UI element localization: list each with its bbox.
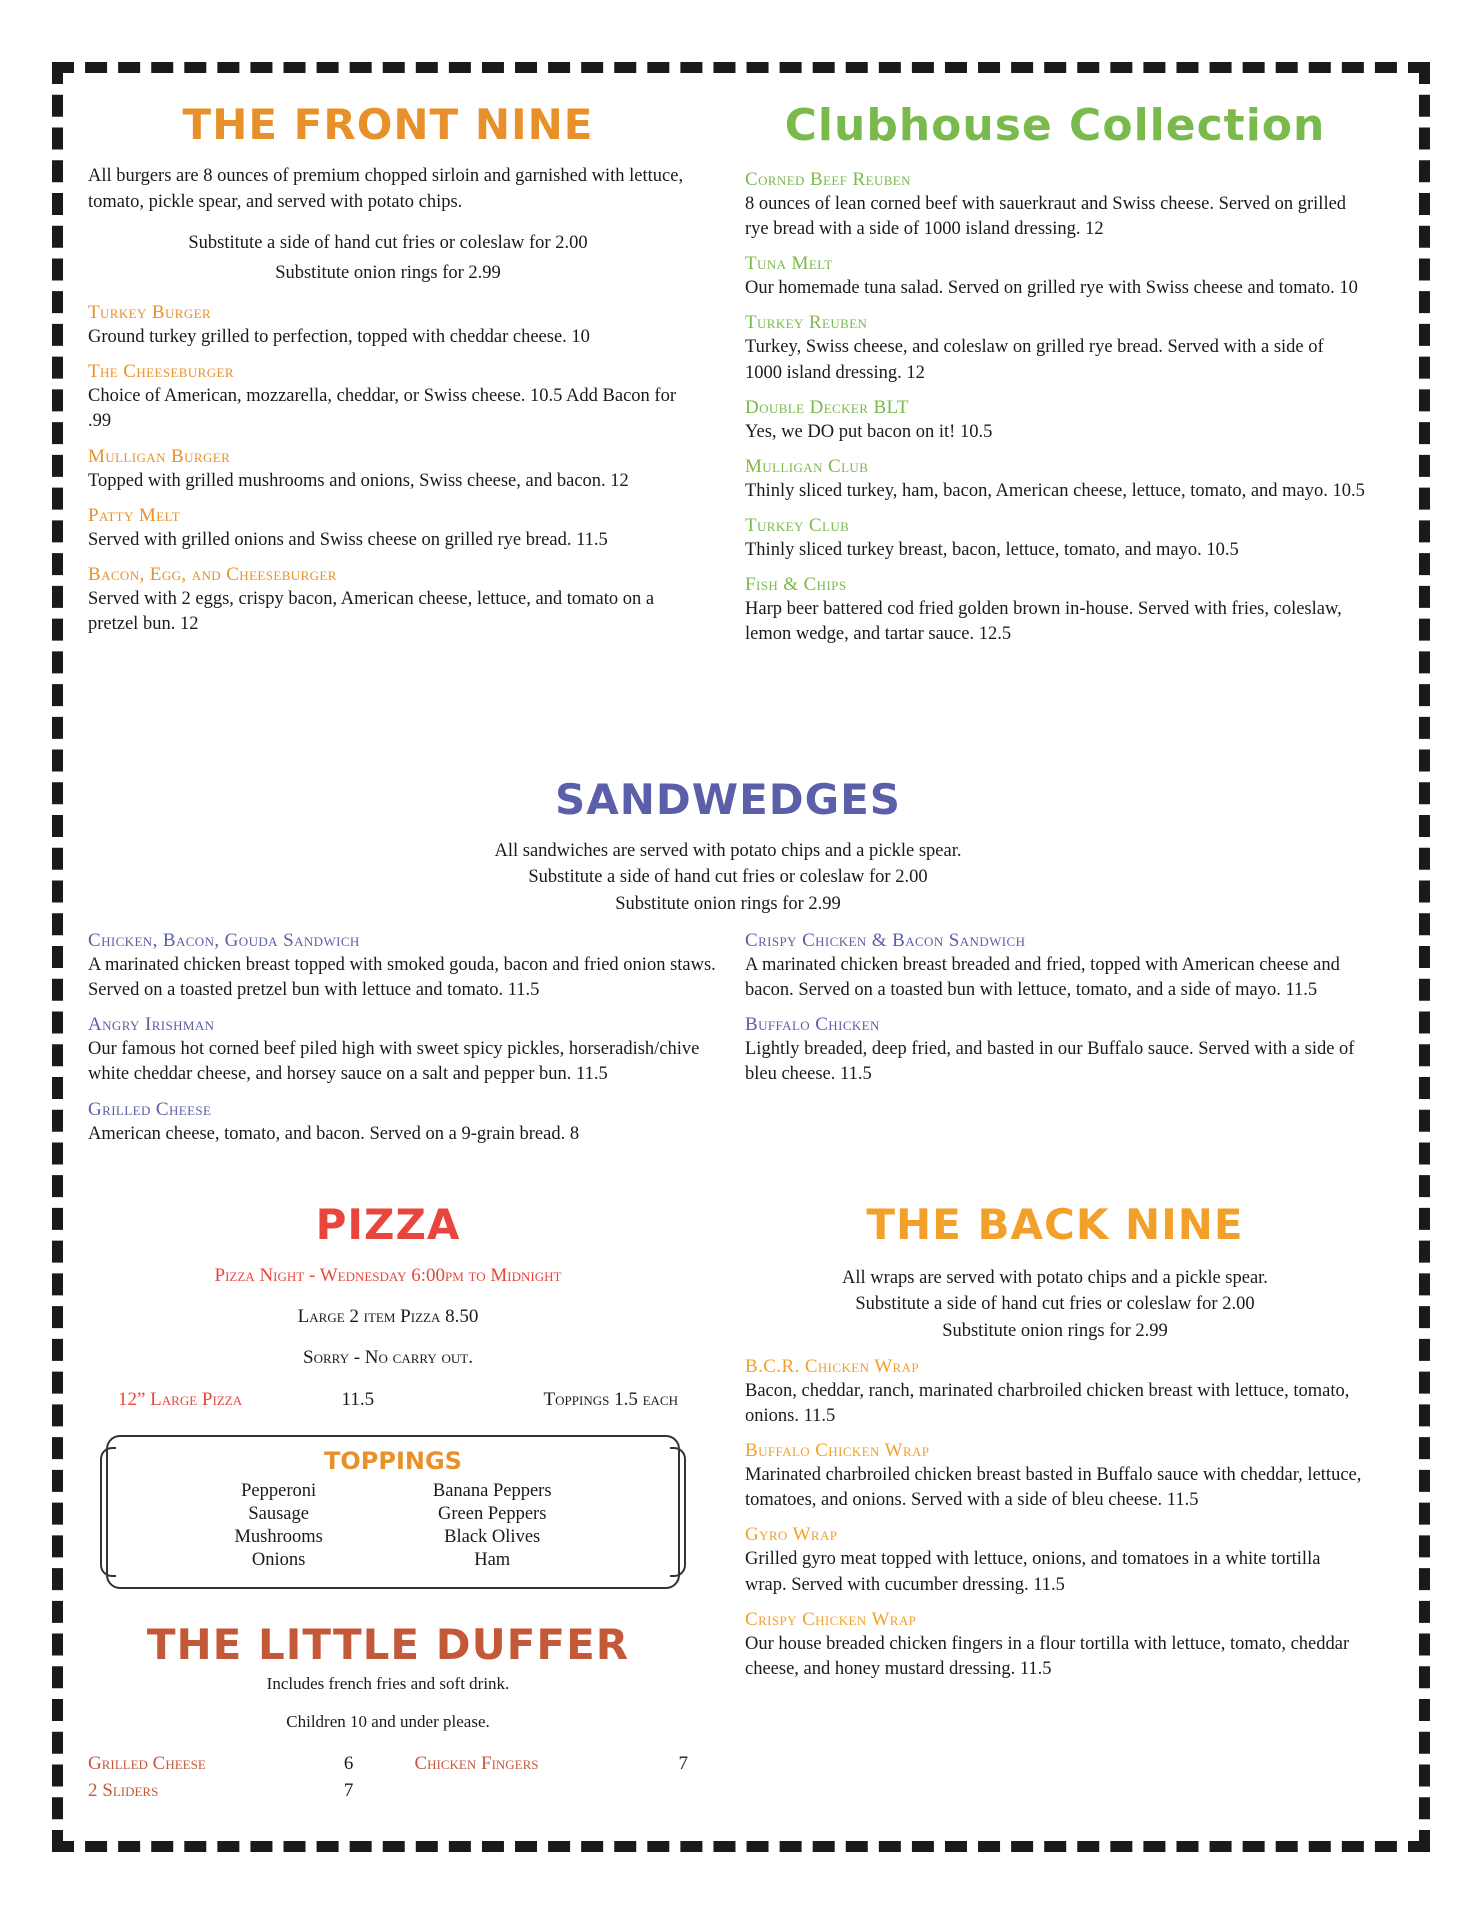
menu-item-desc: Grilled gyro meat topped with lettuce, onions, and tomatoes in a white tortilla wrap. Served with cucumber dressing. 11.5	[745, 1549, 1321, 1595]
section-sandwedges-header	[88, 775, 1368, 917]
section-pizza	[88, 1200, 688, 1589]
toppings-title: TOPPINGS	[324, 1447, 462, 1475]
pizza-price: 11.5	[341, 1389, 375, 1410]
back-nine-title: THE BACK NINE	[866, 1200, 1244, 1249]
pizza-toppings-price: Toppings 1.5 each	[543, 1389, 678, 1410]
toppings-column-right	[433, 1481, 552, 1573]
sandwedges-right-column	[745, 930, 1375, 1099]
kids-item-price: 6	[343, 1752, 354, 1774]
menu-item	[745, 169, 1365, 242]
little-duffer-note1: Includes french fries and soft drink.	[266, 1674, 510, 1693]
menu-item-name: Grilled Cheese	[88, 1098, 212, 1120]
little-duffer-rows	[88, 1750, 688, 1805]
menu-item	[88, 361, 688, 434]
menu-item	[88, 302, 688, 350]
menu-item	[745, 574, 1365, 647]
menu-item-name: Crispy Chicken & Bacon Sandwich	[745, 930, 1026, 951]
back-nine-sub1: All wraps are served with potato chips and a pickle spear.	[842, 1268, 1268, 1288]
section-clubhouse-collection	[745, 100, 1365, 659]
menu-item-name: The Cheeseburger	[88, 361, 234, 383]
topping-item: Onions	[251, 1550, 306, 1570]
menu-item-name: Corned Beef Reuben	[745, 169, 911, 190]
sandwedges-sub3: Substitute onion rings for 2.99	[615, 893, 841, 914]
menu-item	[745, 1014, 1375, 1087]
menu-item-name: Tuna Melt	[745, 253, 833, 275]
menu-item	[88, 1099, 718, 1147]
menu-item	[745, 1524, 1365, 1597]
menu-item-desc: Ground turkey grilled to perfection, topped with cheddar cheese. 10	[88, 327, 590, 348]
menu-item-desc: Served with grilled onions and Swiss cheese on grilled rye bread. 11.5	[88, 529, 608, 550]
menu-item	[88, 505, 688, 553]
menu-item-desc: Bacon, cheddar, ranch, marinated charbroiled chicken breast with lettuce, tomato, onions. 11.5	[745, 1380, 1350, 1426]
menu-item	[88, 930, 718, 1003]
pizza-large-special: Large 2 item Pizza 8.50	[297, 1306, 479, 1327]
clubhouse-title: Clubhouse Collection	[784, 100, 1326, 151]
menu-item-name: Turkey Club	[745, 515, 850, 537]
little-duffer-row	[88, 1777, 688, 1805]
menu-item-desc: Lightly breaded, deep fried, and basted in our Buffalo sauce. Served with a side of bleu cheese. 11.5	[745, 1039, 1355, 1085]
menu-item-desc: Yes, we DO put bacon on it! 10.5	[745, 421, 993, 442]
kids-item-name: Chicken Fingers	[414, 1752, 539, 1774]
topping-item: Pepperoni	[241, 1481, 317, 1501]
toppings-box	[106, 1435, 680, 1589]
menu-item-desc: A marinated chicken breast topped with smoked gouda, bacon and fried onion staws. Served on a toasted pretzel bun with lettuce and tomato. 11.5	[88, 955, 716, 1001]
menu-item-desc: Our homemade tuna salad. Served on grilled rye with Swiss cheese and tomato. 10	[745, 278, 1358, 299]
menu-item-name: Gyro Wrap	[745, 1524, 838, 1546]
topping-item: Green Peppers	[438, 1504, 547, 1524]
menu-item	[88, 564, 688, 637]
menu-item	[745, 515, 1365, 563]
menu-item-desc: Served with 2 eggs, crispy bacon, American cheese, lettuce, and tomato on a pretzel bun. 12	[88, 588, 655, 634]
front-nine-sub1: Substitute a side of hand cut fries or coleslaw for 2.00	[188, 232, 588, 253]
back-nine-sub2: Substitute a side of hand cut fries or coleslaw for 2.00	[855, 1294, 1255, 1315]
pizza-price-row	[88, 1389, 688, 1411]
pizza-no-carryout: Sorry - No carry out.	[303, 1347, 473, 1368]
menu-item-desc: Our house breaded chicken fingers in a flour tortilla with lettuce, tomato, cheddar cheese, and honey mustard dressing. 11.5	[745, 1633, 1350, 1679]
menu-item-name: Patty Melt	[88, 504, 181, 526]
menu-item-name: Mulligan Club	[745, 455, 869, 477]
topping-item: Black Olives	[444, 1527, 541, 1547]
menu-item	[745, 1356, 1365, 1429]
pizza-size-label: 12” Large Pizza	[118, 1389, 243, 1410]
pizza-night-note: Pizza Night - Wednesday 6:00pm to Midnight	[214, 1265, 562, 1286]
kids-item-price: 7	[343, 1780, 354, 1802]
kids-item-name: 2 Sliders	[88, 1780, 159, 1802]
menu-item-name: Buffalo Chicken Wrap	[745, 1440, 930, 1462]
kids-item-name: Grilled Cheese	[88, 1752, 206, 1774]
menu-item-name: Crispy Chicken Wrap	[745, 1608, 917, 1630]
menu-item-desc: American cheese, tomato, and bacon. Served on a 9-grain bread. 8	[88, 1123, 580, 1144]
sandwedges-sub1: All sandwiches are served with potato chips and a pickle spear.	[494, 841, 962, 861]
menu-item-desc: Topped with grilled mushrooms and onions, Swiss cheese, and bacon. 12	[88, 470, 629, 491]
menu-item	[745, 312, 1365, 385]
menu-item-desc: Thinly sliced turkey, ham, bacon, American cheese, lettuce, tomato, and mayo. 10.5	[745, 480, 1365, 501]
menu-item	[745, 253, 1365, 301]
topping-item: Banana Peppers	[432, 1481, 552, 1501]
menu-item-name: Angry Irishman	[88, 1014, 215, 1036]
menu-item-name: Bacon, Egg, and Cheeseburger	[88, 563, 337, 585]
menu-item	[745, 1609, 1365, 1682]
sandwedges-left-column	[88, 930, 718, 1158]
menu-item-name: Double Decker BLT	[745, 396, 909, 418]
menu-item	[88, 1014, 718, 1087]
menu-item-name: Fish & Chips	[745, 574, 847, 596]
menu-item-desc: A marinated chicken breast breaded and fried, topped with American cheese and bacon. Served on a toasted bun with lettuce, tomato, and a side of mayo. 11.5	[745, 955, 1340, 1001]
front-nine-title: THE FRONT NINE	[182, 100, 594, 149]
sandwedges-sub2: Substitute a side of hand cut fries or coleslaw for 2.00	[528, 867, 928, 888]
little-duffer-row	[88, 1750, 688, 1778]
little-duffer-note2: Children 10 and under please.	[286, 1712, 490, 1732]
menu-item-name: Turkey Reuben	[745, 312, 868, 334]
menu-item-desc: Our famous hot corned beef piled high with sweet spicy pickles, horseradish/chive white cheddar cheese, and horsey sauce on a salt and pepper bun. 11.5	[88, 1039, 700, 1085]
kids-item-price	[635, 1777, 688, 1805]
section-little-duffer	[88, 1620, 688, 1805]
menu-item-name: B.C.R. Chicken Wrap	[745, 1355, 920, 1377]
menu-item-desc: Turkey, Swiss cheese, and coleslaw on grilled rye bread. Served with a side of 1000 island dressing. 12	[745, 337, 1324, 383]
section-front-nine	[88, 100, 688, 648]
front-nine-sub2: Substitute onion rings for 2.99	[275, 262, 501, 283]
menu-item-desc: Marinated charbroiled chicken breast basted in Buffalo sauce with cheddar, lettuce, tomatoes, and onions. Served with a side of bleu cheese. 11.5	[745, 1465, 1362, 1511]
front-nine-intro: All burgers are 8 ounces of premium chopped sirloin and garnished with lettuce, tomato, pickle spear, and served with potato chips.	[88, 166, 684, 213]
menu-item-desc: Choice of American, mozzarella, cheddar, or Swiss cheese. 10.5 Add Bacon for .99	[88, 386, 676, 432]
topping-item: Mushrooms	[234, 1527, 323, 1547]
topping-item: Ham	[474, 1550, 511, 1570]
back-nine-sub3: Substitute onion rings for 2.99	[942, 1320, 1168, 1341]
menu-item	[88, 446, 688, 494]
menu-item-desc: 8 ounces of lean corned beef with sauerkraut and Swiss cheese. Served on grilled rye bread with a side of 1000 island dressing. 12	[745, 194, 1347, 240]
menu-item-desc: Harp beer battered cod fried golden brown in-house. Served with fries, coleslaw, lemon wedge, and tartar sauce. 12.5	[745, 599, 1342, 645]
menu-item-name: Mulligan Burger	[88, 445, 231, 467]
toppings-column-left	[234, 1481, 322, 1573]
menu-item	[745, 397, 1365, 445]
kids-item-price: 7	[678, 1752, 688, 1774]
little-duffer-title: THE LITTLE DUFFER	[146, 1620, 630, 1669]
menu-item-name: Turkey Burger	[88, 302, 212, 324]
sandwedges-title: SANDWEDGES	[554, 775, 902, 824]
kids-item-name	[414, 1777, 635, 1805]
menu-item-desc: Thinly sliced turkey breast, bacon, lettuce, tomato, and mayo. 10.5	[745, 540, 1239, 561]
section-back-nine	[745, 1200, 1365, 1693]
menu-item	[745, 930, 1375, 1003]
menu-item	[745, 1440, 1365, 1513]
menu-item	[745, 456, 1365, 504]
topping-item: Sausage	[248, 1504, 309, 1524]
menu-item-name: Buffalo Chicken	[745, 1014, 880, 1036]
menu-item-name: Chicken, Bacon, Gouda Sandwich	[88, 930, 360, 951]
pizza-title: PIZZA	[315, 1200, 461, 1249]
